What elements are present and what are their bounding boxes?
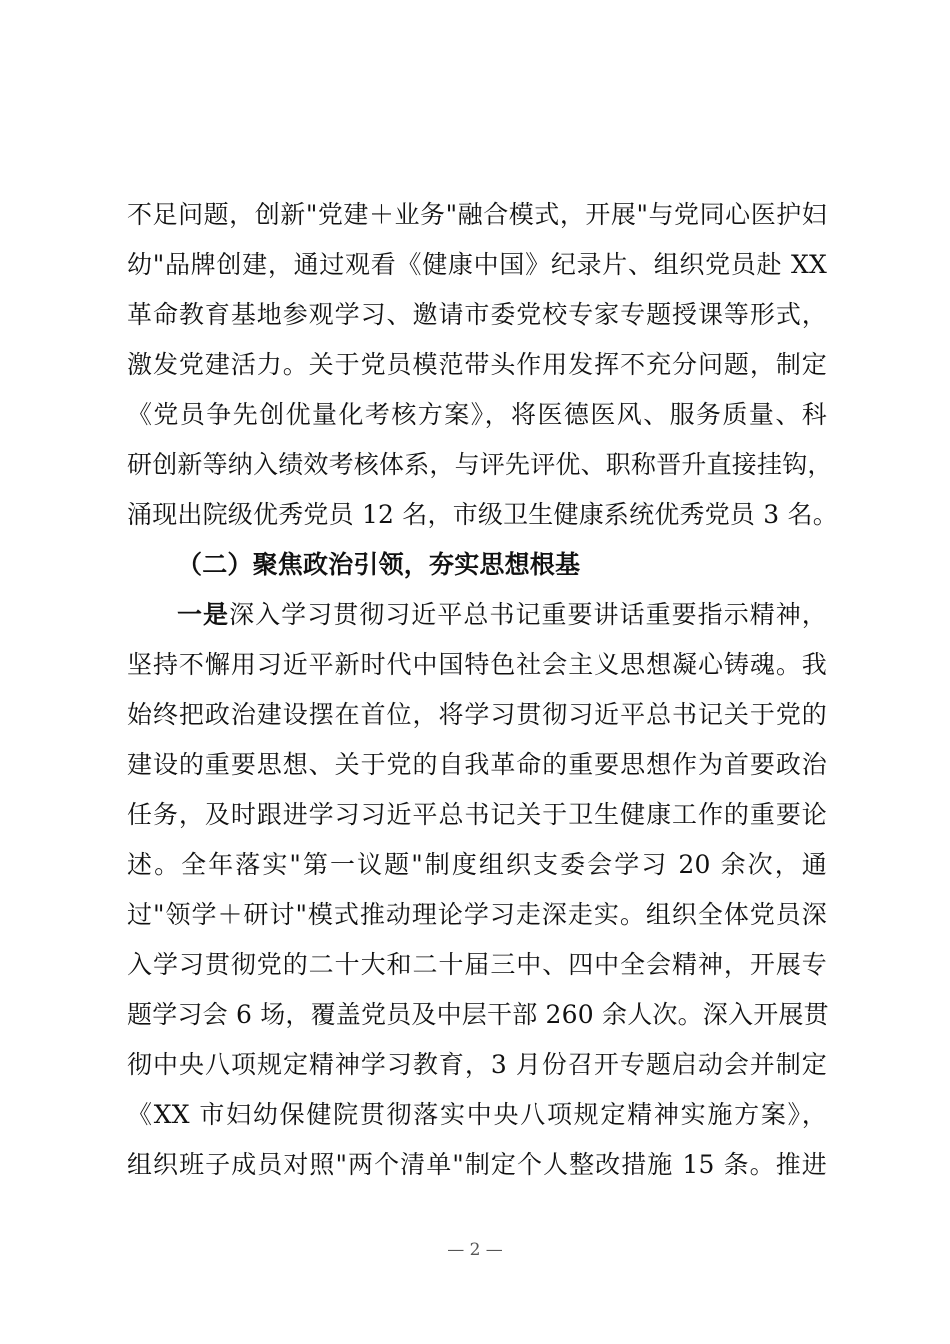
text-line: 任务，及时跟进学习习近平总书记关于卫生健康工作的重要论 [127,800,827,829]
text-line: 涌现出院级优秀党员 12 名，市级卫生健康系统优秀党员 3 名。 [127,500,838,529]
text-line-rest: 深入学习贯彻习近平总书记重要讲话重要指示精神， [229,600,827,629]
text-line: 题学习会 6 场，覆盖党员及中层干部 260 余人次。深入开展贯 [127,1000,829,1029]
text-line: 《XX 市妇幼保健院贯彻落实中央八项规定精神实施方案》， [127,1100,827,1129]
page-number: — 2 — [447,1240,503,1260]
text-line: 研创新等纳入绩效考核体系，与评先评优、职称晋升直接挂钩， [127,450,833,479]
text-line: 不足问题，创新"党建＋业务"融合模式，开展"与党同心医护妇 [127,200,827,229]
text-line: 组织班子成员对照"两个清单"制定个人整改措施 15 条。推进 [127,1150,827,1179]
text-line: 激发党建活力。关于党员模范带头作用发挥不充分问题，制定 [127,350,827,379]
section-heading: （二）聚焦政治引领，夯实思想根基 [177,550,581,579]
text-line: 始终把政治建设摆在首位，将学习贯彻习近平总书记关于党的 [127,700,827,729]
text-line: 入学习贯彻党的二十大和二十届三中、四中全会精神，开展专 [127,950,827,979]
document-body [127,190,838,1190]
text-line: 幼"品牌创建，通过观看《健康中国》纪录片、组织党员赴 XX [127,250,827,279]
text-line: 过"领学＋研讨"模式推动理论学习走深走实。组织全体党员深 [127,900,827,929]
paragraph-continuation [127,190,838,540]
text-line: 《党员争先创优量化考核方案》，将医德医风、服务质量、科 [127,400,827,429]
text-line: 述。全年落实"第一议题"制度组织支委会学习 20 余次，通 [127,850,827,879]
paragraph-lead: 一是 [177,600,230,629]
text-line: 革命教育基地参观学习、邀请市委党校专家专题授课等形式， [127,300,827,329]
text-line: 建设的重要思想、关于党的自我革命的重要思想作为首要政治 [127,750,827,779]
text-line: 坚持不懈用习近平新时代中国特色社会主义思想凝心铸魂。我 [127,650,827,679]
text-line-first [127,590,827,640]
text-line: 彻中央八项规定精神学习教育，3 月份召开专题启动会并制定 [127,1050,827,1079]
paragraph-political-study [127,590,827,1190]
